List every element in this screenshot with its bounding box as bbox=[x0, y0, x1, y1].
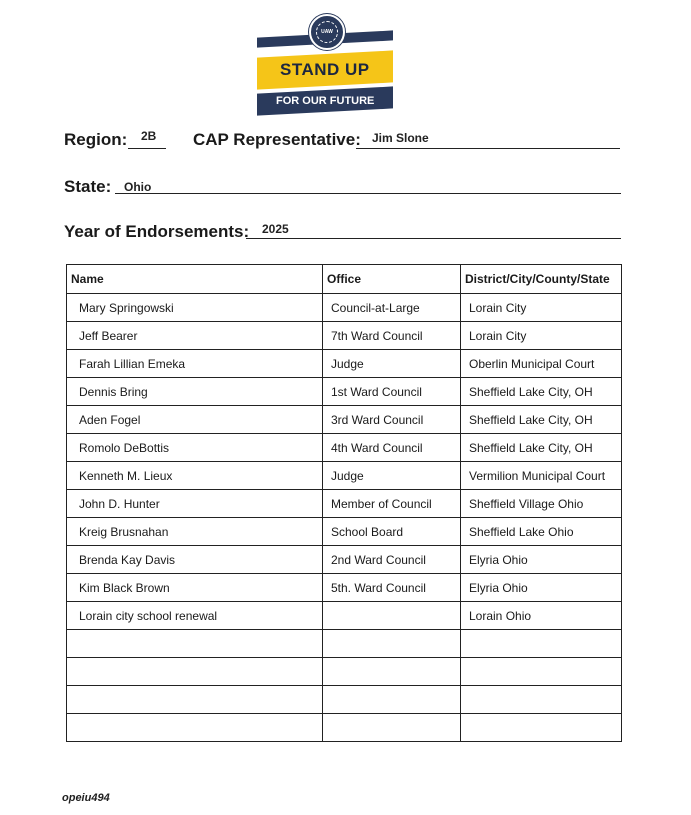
cell-office[interactable]: 3rd Ward Council bbox=[323, 406, 461, 434]
cell-district[interactable]: Elyria Ohio bbox=[461, 546, 622, 574]
table-row bbox=[67, 378, 622, 406]
year-value[interactable]: 2025 bbox=[262, 222, 289, 236]
state-value[interactable]: Ohio bbox=[124, 180, 152, 194]
cell-name[interactable] bbox=[67, 630, 323, 658]
cell-district[interactable] bbox=[461, 658, 622, 686]
cell-district[interactable] bbox=[461, 714, 622, 742]
cell-name[interactable]: Brenda Kay Davis bbox=[67, 546, 323, 574]
region-value[interactable]: 2B bbox=[141, 129, 157, 143]
cell-name[interactable]: Jeff Bearer bbox=[67, 322, 323, 350]
cap-line bbox=[356, 148, 620, 149]
cell-district[interactable]: Sheffield Lake City, OH bbox=[461, 434, 622, 462]
state-label: State: bbox=[64, 177, 112, 196]
cap-representative-label: CAP Representative: bbox=[193, 130, 361, 149]
logo-subline: FOR OUR FUTURE bbox=[275, 95, 375, 108]
cell-office[interactable]: Council-at-Large bbox=[323, 294, 461, 322]
table-row bbox=[67, 518, 622, 546]
table-row bbox=[67, 434, 622, 462]
cap-representative-value[interactable]: Jim Slone bbox=[372, 131, 429, 145]
cell-name[interactable] bbox=[67, 658, 323, 686]
cell-office[interactable]: School Board bbox=[323, 518, 461, 546]
cell-office[interactable]: Judge bbox=[323, 462, 461, 490]
uaw-seal-icon bbox=[309, 14, 345, 50]
cell-office[interactable]: 1st Ward Council bbox=[323, 378, 461, 406]
cell-name[interactable] bbox=[67, 686, 323, 714]
cell-name[interactable]: Mary Springowski bbox=[67, 294, 323, 322]
region-label: Region: bbox=[64, 130, 128, 149]
table-header-row bbox=[67, 265, 622, 294]
cell-district[interactable]: Vermilion Municipal Court bbox=[461, 462, 622, 490]
table-row bbox=[67, 322, 622, 350]
table-row bbox=[67, 714, 622, 742]
cell-district[interactable]: Oberlin Municipal Court bbox=[461, 350, 622, 378]
cell-district[interactable]: Sheffield Lake City, OH bbox=[461, 406, 622, 434]
cell-office[interactable]: 5th. Ward Council bbox=[323, 574, 461, 602]
cell-name[interactable]: Aden Fogel bbox=[67, 406, 323, 434]
cell-office[interactable]: 7th Ward Council bbox=[323, 322, 461, 350]
cell-name[interactable]: Farah Lillian Emeka bbox=[67, 350, 323, 378]
table-row bbox=[67, 406, 622, 434]
cell-office[interactable]: Member of Council bbox=[323, 490, 461, 518]
header-name: Name bbox=[67, 265, 323, 294]
cell-office[interactable]: Judge bbox=[323, 350, 461, 378]
logo-headline: STAND UP bbox=[280, 60, 370, 80]
year-line bbox=[246, 238, 621, 239]
cell-name[interactable]: Romolo DeBottis bbox=[67, 434, 323, 462]
table-row bbox=[67, 350, 622, 378]
cell-district[interactable]: Lorain City bbox=[461, 322, 622, 350]
cell-name[interactable]: John D. Hunter bbox=[67, 490, 323, 518]
stand-up-logo bbox=[257, 14, 393, 118]
table-row bbox=[67, 490, 622, 518]
table-row bbox=[67, 630, 622, 658]
header-office: Office bbox=[323, 265, 461, 294]
cell-district[interactable]: Sheffield Lake Ohio bbox=[461, 518, 622, 546]
seal-text: UAW bbox=[321, 29, 333, 35]
cell-name[interactable] bbox=[67, 714, 323, 742]
cell-district[interactable]: Sheffield Village Ohio bbox=[461, 490, 622, 518]
endorsements-table bbox=[66, 264, 622, 742]
cell-office[interactable] bbox=[323, 686, 461, 714]
logo-subline-banner bbox=[257, 86, 393, 115]
cell-office[interactable] bbox=[323, 602, 461, 630]
table-row bbox=[67, 546, 622, 574]
cell-district[interactable]: Sheffield Lake City, OH bbox=[461, 378, 622, 406]
logo-headline-banner bbox=[257, 50, 393, 89]
cell-district[interactable]: Lorain Ohio bbox=[461, 602, 622, 630]
cell-district[interactable]: Lorain City bbox=[461, 294, 622, 322]
cell-office[interactable] bbox=[323, 714, 461, 742]
table-row bbox=[67, 686, 622, 714]
cell-office[interactable] bbox=[323, 630, 461, 658]
header-district: District/City/County/State bbox=[461, 265, 622, 294]
cell-name[interactable]: Lorain city school renewal bbox=[67, 602, 323, 630]
cell-office[interactable]: 4th Ward Council bbox=[323, 434, 461, 462]
footer-code: opeiu494 bbox=[62, 792, 110, 804]
table-row bbox=[67, 658, 622, 686]
table-row bbox=[67, 462, 622, 490]
region-line bbox=[128, 148, 166, 149]
cell-office[interactable] bbox=[323, 658, 461, 686]
cell-name[interactable]: Kim Black Brown bbox=[67, 574, 323, 602]
table-row bbox=[67, 602, 622, 630]
table-row bbox=[67, 574, 622, 602]
cell-name[interactable]: Kenneth M. Lieux bbox=[67, 462, 323, 490]
cell-district[interactable] bbox=[461, 630, 622, 658]
year-label: Year of Endorsements: bbox=[64, 222, 250, 241]
cell-office[interactable]: 2nd Ward Council bbox=[323, 546, 461, 574]
table-row bbox=[67, 294, 622, 322]
state-line bbox=[115, 193, 621, 194]
cell-district[interactable] bbox=[461, 686, 622, 714]
cell-name[interactable]: Dennis Bring bbox=[67, 378, 323, 406]
cell-name[interactable]: Kreig Brusnahan bbox=[67, 518, 323, 546]
cell-district[interactable]: Elyria Ohio bbox=[461, 574, 622, 602]
